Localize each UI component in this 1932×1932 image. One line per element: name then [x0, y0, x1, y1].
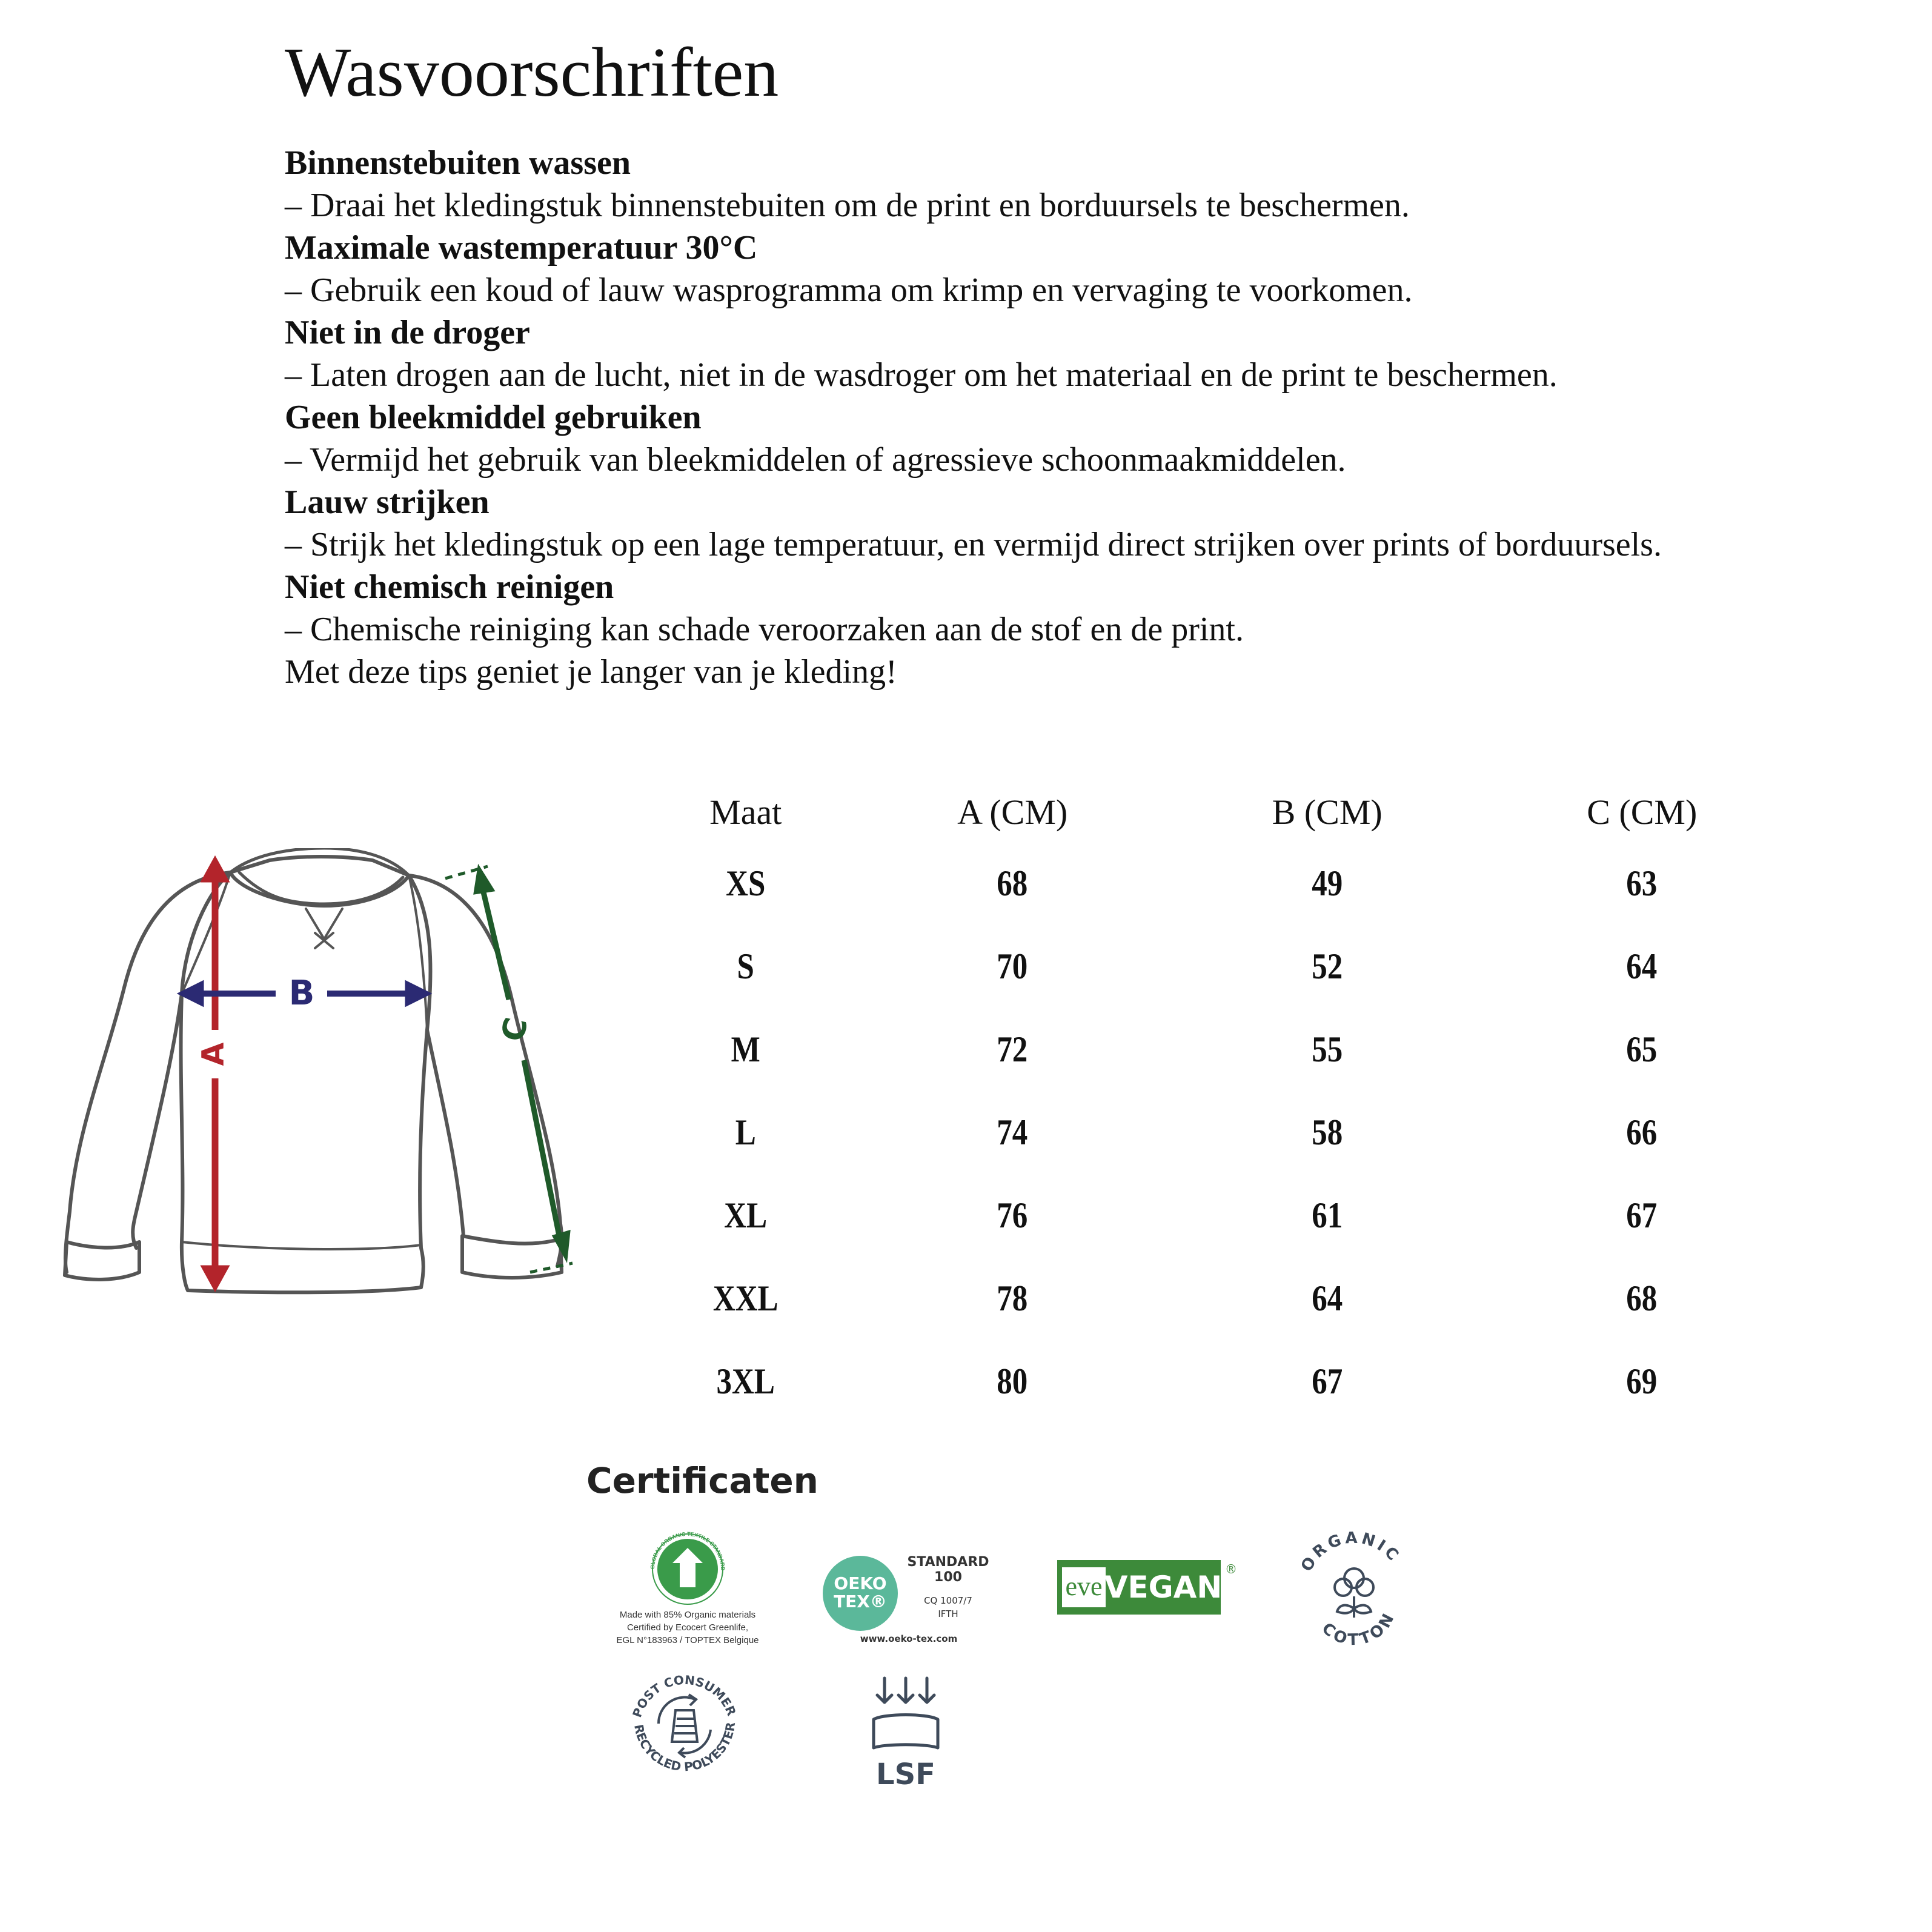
care-item-text: – Draai het kledingstuk binnenstebuiten om de print en borduursels te beschermen.	[285, 187, 1410, 224]
gots-logo	[600, 1530, 775, 1651]
measure-a-arrow	[202, 857, 228, 1290]
recycled-polyester-logo	[621, 1663, 748, 1790]
svg-text:COTTON	[1318, 1608, 1399, 1649]
measure-a-cell: 80	[997, 1361, 1028, 1401]
care-item-heading: Lauw strijken	[285, 483, 490, 521]
measure-c-cell: 69	[1626, 1361, 1658, 1401]
size-cell: L	[735, 1112, 756, 1152]
size-cell: 3XL	[716, 1361, 775, 1401]
care-item-text: – Chemische reiniging kan schade veroorzaken aan de stof en de print.	[285, 611, 1244, 648]
recycled-top: POST CONSUMER	[629, 1672, 739, 1719]
measure-c-arrow	[445, 866, 573, 1272]
care-title: Wasvoorschriften	[285, 34, 779, 111]
recycle-spool-icon	[659, 1695, 711, 1758]
oeko-code-line: CQ 1007/7	[924, 1595, 972, 1606]
care-item	[285, 481, 1860, 566]
svg-text:POST CONSUMER	[629, 1673, 739, 1719]
measure-b-cell: 49	[1312, 863, 1343, 903]
vegan-word: VEGAN	[1104, 1570, 1223, 1605]
size-cell: S	[737, 946, 754, 986]
table-row	[636, 1340, 1799, 1423]
measure-a-cell: 70	[997, 946, 1028, 986]
measure-c-cell: 67	[1626, 1195, 1658, 1235]
care-item	[285, 396, 1860, 481]
down-arrows-icon	[874, 1678, 938, 1748]
oeko-badge-line: OEKO	[834, 1573, 887, 1593]
svg-text:RECYCLED POLYESTER	[631, 1721, 738, 1774]
cotton-flower-icon	[1335, 1569, 1373, 1618]
oeko-standard-line: 100	[934, 1570, 962, 1585]
gots-line: EGL N°183963 / TOPTEX Belgique	[616, 1635, 759, 1645]
measure-c-cell: 63	[1626, 863, 1658, 903]
oeko-tex-logo	[818, 1548, 1000, 1651]
measure-a-cell: 74	[997, 1112, 1028, 1152]
gots-line: Made with 85% Organic materials	[619, 1610, 756, 1620]
care-item	[285, 227, 1860, 311]
measure-b-cell: 64	[1312, 1278, 1343, 1318]
certificates-title: Certificaten	[586, 1460, 818, 1501]
oeko-code-line: IFTH	[938, 1608, 958, 1619]
measure-b-cell: 58	[1312, 1112, 1343, 1152]
care-item	[285, 566, 1860, 651]
measure-a-cell: 68	[997, 863, 1028, 903]
vegan-logo	[1057, 1560, 1239, 1621]
size-table	[636, 782, 1799, 1423]
table-row	[636, 1091, 1799, 1174]
table-row	[636, 1174, 1799, 1257]
recycled-bottom: RECYCLED POLYESTER	[631, 1721, 739, 1774]
measure-b-label: B	[288, 974, 315, 1014]
gots-emblem	[600, 1530, 775, 1608]
vegan-mark: ®	[1225, 1562, 1237, 1576]
measure-c-cell: 68	[1626, 1278, 1658, 1318]
gots-caption	[600, 1608, 775, 1647]
measure-b-cell: 52	[1312, 946, 1343, 986]
sweater-illustration	[58, 848, 585, 1321]
oeko-badge-line: TEX®	[834, 1592, 887, 1612]
column-header: C (CM)	[1587, 792, 1698, 832]
care-item-heading: Geen bleekmiddel gebruiken	[285, 399, 702, 436]
sweater-diagram	[58, 848, 585, 1321]
measure-a-cell: 72	[997, 1029, 1028, 1069]
measure-a-cell: 76	[997, 1195, 1028, 1235]
oeko-url: www.oeko-tex.com	[860, 1633, 958, 1644]
care-item-heading: Maximale wastemperatuur 30°C	[285, 229, 758, 267]
measure-a-cell: 78	[997, 1278, 1028, 1318]
measure-a-label: A	[195, 1042, 231, 1066]
care-item-text: – Strijk het kledingstuk op een lage temperatuur, en vermijd direct strijken over prints of borduursels.	[285, 526, 1662, 563]
care-item-text: – Gebruik een koud of lauw wasprogramma om krimp en vervaging te voorkomen.	[285, 271, 1413, 309]
care-item-heading: Binnenstebuiten wassen	[285, 144, 631, 182]
organic-cotton-logo	[1293, 1530, 1415, 1657]
care-item-heading: Niet chemisch reinigen	[285, 568, 614, 606]
vegan-emblem	[1057, 1560, 1239, 1621]
column-header: Maat	[709, 792, 782, 832]
lsf-emblem	[860, 1672, 951, 1793]
column-header: B (CM)	[1272, 792, 1383, 832]
care-item	[285, 311, 1860, 396]
column-header: A (CM)	[957, 792, 1068, 832]
table-header-row	[636, 782, 1799, 842]
care-item-text: – Vermijd het gebruik van bleekmiddelen of agressieve schoonmaakmiddelen.	[285, 441, 1346, 479]
table-row	[636, 925, 1799, 1008]
measure-c-cell: 66	[1626, 1112, 1658, 1152]
care-closing: Met deze tips geniet je langer van je kleding!	[285, 653, 897, 691]
lsf-logo	[860, 1672, 951, 1793]
measure-b-cell: 67	[1312, 1361, 1343, 1401]
care-item-heading: Niet in de droger	[285, 314, 530, 351]
size-cell: XXL	[712, 1278, 778, 1318]
care-instructions	[285, 30, 1860, 693]
measure-c-label: C	[494, 1014, 536, 1045]
table-row	[636, 842, 1799, 925]
lsf-label: LSF	[876, 1758, 935, 1791]
measure-c-cell: 65	[1626, 1029, 1658, 1069]
oeko-standard-line: STANDARD	[907, 1555, 989, 1570]
gots-ring-text: GLOBAL ORGANIC TEXTILE STANDARD	[649, 1530, 726, 1571]
organic-cotton-emblem	[1293, 1530, 1415, 1657]
recycled-polyester-emblem	[621, 1663, 748, 1790]
gots-line: Certified by Ecocert Greenlife,	[626, 1622, 749, 1633]
table-row	[636, 1257, 1799, 1340]
organic-cotton-bottom: COTTON	[1318, 1608, 1399, 1650]
organic-cotton-top: ORGANIC	[1297, 1530, 1404, 1575]
size-cell: XS	[726, 863, 766, 903]
measure-b-cell: 61	[1312, 1195, 1343, 1235]
size-cell: M	[731, 1029, 760, 1069]
vegan-eve: eve	[1065, 1572, 1103, 1601]
size-cell: XL	[724, 1195, 768, 1235]
measure-c-cell: 64	[1626, 946, 1658, 986]
table-row	[636, 1008, 1799, 1091]
care-item	[285, 142, 1860, 227]
measure-b-cell: 55	[1312, 1029, 1343, 1069]
care-item-text: – Laten drogen aan de lucht, niet in de wasdroger om het materiaal en de print te beschermen.	[285, 356, 1558, 394]
oeko-tex-emblem	[818, 1548, 1000, 1651]
